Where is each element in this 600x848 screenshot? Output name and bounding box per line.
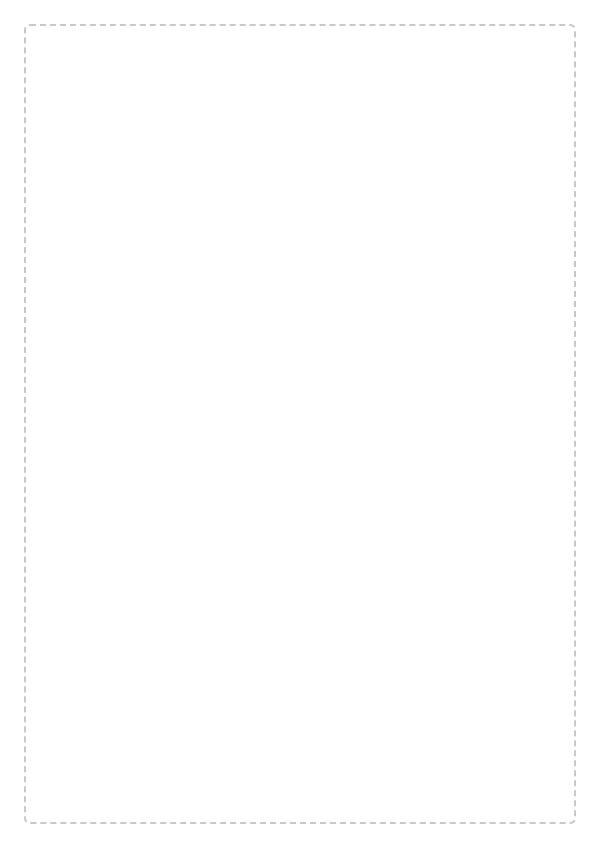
- image-placeholder: [24, 24, 576, 824]
